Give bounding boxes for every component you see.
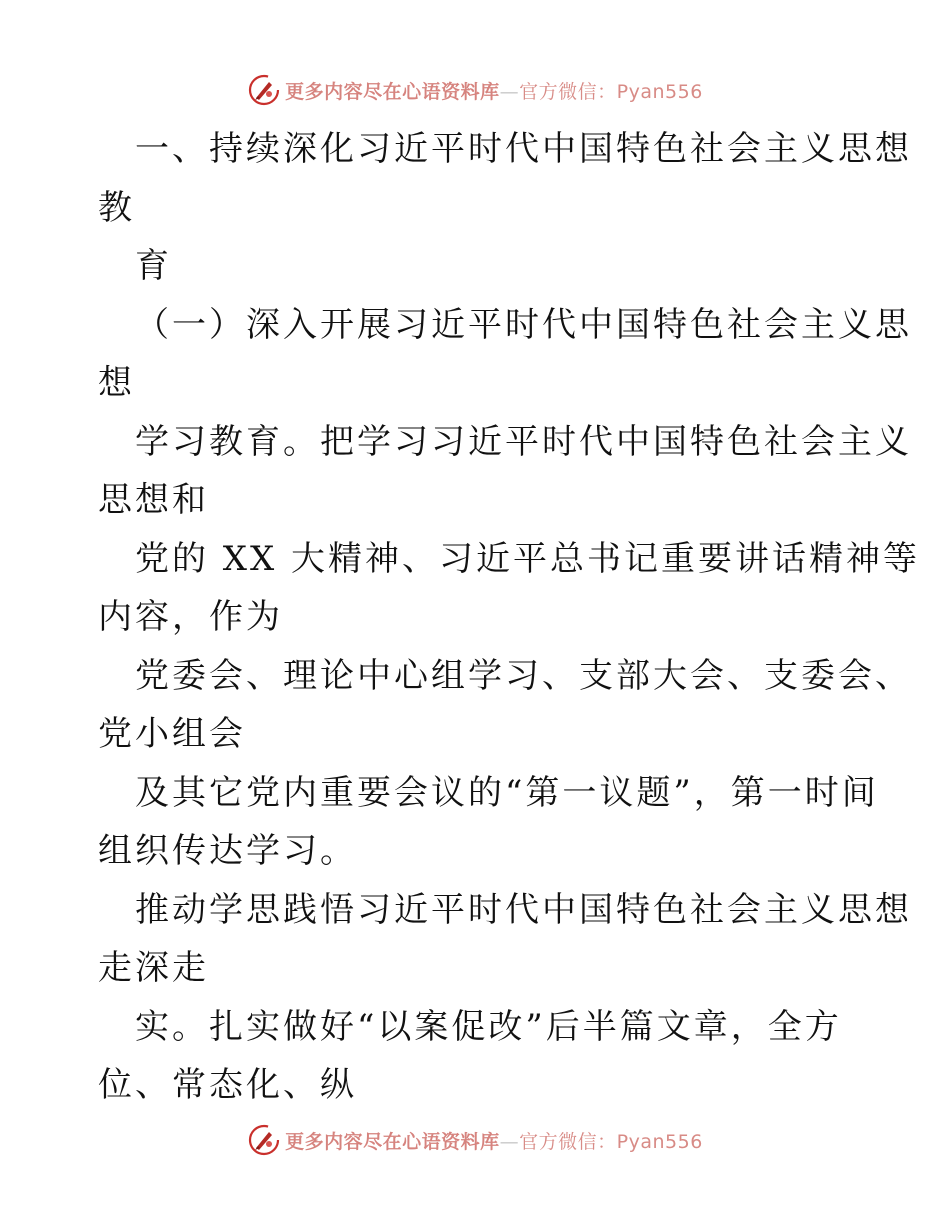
watermark-site-text: 更多内容尽在心语资料库: [285, 1130, 500, 1153]
document-line: 党小组会: [98, 714, 246, 754]
document-line: 学习教育。把学习习近平时代中国特色社会主义: [135, 421, 912, 462]
document-line: 育: [135, 246, 172, 286]
watermark-contact-text: 官方微信：Pyan556: [519, 1130, 703, 1153]
document-line: 思想和: [98, 480, 209, 520]
document-line: 党委会、理论中心组学习、支部大会、支委会、: [135, 655, 912, 696]
watermark-separator: —: [499, 80, 520, 103]
document-line: 推动学思践悟习近平时代中国特色社会主义思想: [135, 889, 912, 930]
document-body: [98, 120, 921, 1115]
watermark-text: [285, 77, 703, 104]
document-line: 实。扎实做好“以案促改”后半篇文章，全方: [135, 1006, 842, 1047]
document-line: 走深走: [98, 948, 209, 988]
quill-pen-logo-icon: [247, 73, 281, 107]
watermark-site-text: 更多内容尽在心语资料库: [285, 80, 500, 103]
document-line: 想: [98, 363, 135, 403]
header-watermark: [0, 70, 950, 110]
footer-watermark: [0, 1120, 950, 1160]
document-line: 及其它党内重要会议的“第一议题”，第一时间: [135, 772, 879, 813]
document-line: 位、常态化、纵: [98, 1065, 357, 1105]
watermark-text: [285, 1127, 703, 1154]
document-line: （一）深入开展习近平时代中国特色社会主义思: [135, 304, 912, 345]
watermark-contact-text: 官方微信：Pyan556: [519, 80, 703, 103]
document-line: 一、持续深化习近平时代中国特色社会主义思想: [135, 129, 912, 169]
quill-pen-logo-icon: [247, 1123, 281, 1157]
document-line: 党的 XX 大精神、习近平总书记重要讲话精神等: [135, 538, 921, 579]
document-line: 教: [98, 187, 135, 228]
document-line: 组织传达学习。: [98, 831, 357, 871]
watermark-separator: —: [499, 1130, 520, 1153]
document-line: 内容，作为: [98, 597, 283, 637]
